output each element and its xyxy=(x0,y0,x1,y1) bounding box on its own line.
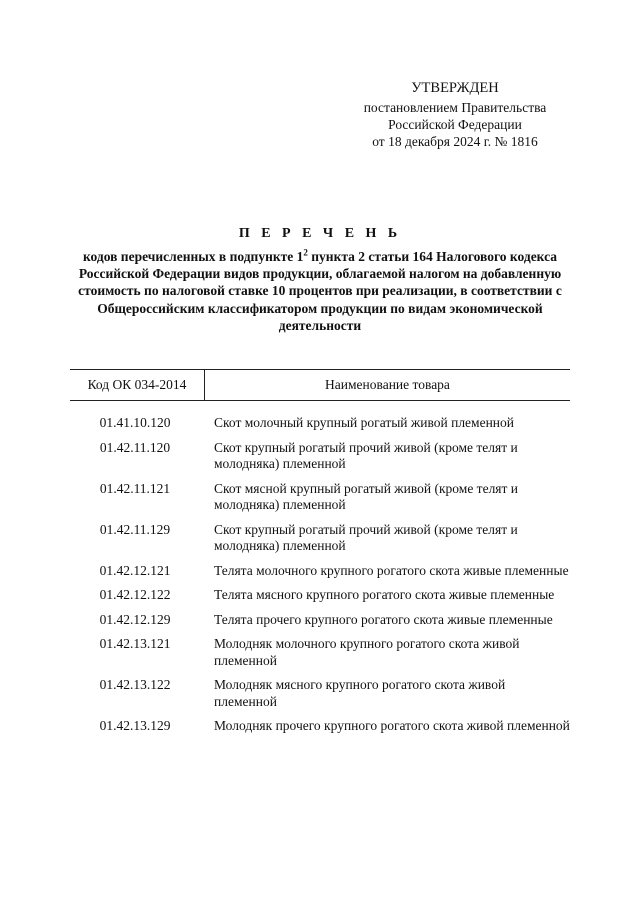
subtitle-part-2: пункта 2 статьи 164 Налогового кодекса Российской Федерации видов продукции, облагаемой налогом на добавленную стоимость по налоговой ставке 10 процентов при реализации, в соответствии с Общероссийским классификатором продукции по видам экономической деятельности xyxy=(78,249,562,333)
approval-line-2: Российской Федерации xyxy=(388,117,522,132)
table-row xyxy=(70,481,570,514)
approval-line-3: от 18 декабря 2024 г. № 1816 xyxy=(372,134,538,149)
row-name: Скот крупный рогатый прочий живой (кроме телят и молодняка) племенной xyxy=(214,521,518,553)
table-row xyxy=(70,718,570,735)
row-code: 01.42.12.129 xyxy=(99,611,171,627)
row-code: 01.42.11.121 xyxy=(99,480,171,496)
header-code: Код ОК 034-2014 xyxy=(70,370,205,400)
table-row xyxy=(70,587,570,604)
header-name: Наименование товара xyxy=(325,377,450,392)
subtitle-superscript: 2 xyxy=(303,247,308,258)
subtitle-part-1: кодов перечисленных в подпункте 1 xyxy=(82,249,304,264)
table-row xyxy=(70,612,570,629)
row-code: 01.42.12.122 xyxy=(99,587,171,602)
approval-block xyxy=(340,80,570,150)
row-code: 01.42.13.129 xyxy=(99,718,171,733)
row-name: Скот крупный рогатый прочий живой (кроме телят и молодняка) племенной xyxy=(214,439,518,471)
document-title: П Е Р Е Ч Е Н Ь xyxy=(238,226,402,241)
approval-stamp: УТВЕРЖДЕН xyxy=(411,80,499,96)
table-header xyxy=(70,369,570,401)
row-code: 01.42.12.121 xyxy=(99,562,171,578)
row-name: Молодняк мясного крупного рогатого скота живой племенной xyxy=(214,677,506,709)
table-row xyxy=(70,440,570,473)
approval-line-1: постановлением Правительства xyxy=(363,100,547,115)
table-row xyxy=(70,415,570,432)
row-code: 01.42.11.120 xyxy=(99,439,171,455)
document-subtitle xyxy=(60,248,580,334)
row-name: Молодняк прочего крупного рогатого скота живой племенной xyxy=(214,718,570,733)
row-name: Скот молочный крупный рогатый живой племенной xyxy=(214,415,515,430)
row-code: 01.42.11.129 xyxy=(99,521,171,537)
table-row xyxy=(70,522,570,555)
row-name: Молодняк молочного крупного рогатого скота живой племенной xyxy=(214,636,520,668)
row-name: Телята молочного крупного рогатого скота живые племенные xyxy=(214,562,569,578)
table-body xyxy=(70,401,570,735)
table-row xyxy=(70,636,570,669)
row-name: Телята мясного крупного рогатого скота живые племенные xyxy=(214,587,555,602)
product-codes-table xyxy=(70,369,570,743)
row-name: Телята прочего крупного рогатого скота живые племенные xyxy=(214,611,553,627)
table-row xyxy=(70,563,570,580)
table-row xyxy=(70,677,570,710)
row-code: 01.41.10.120 xyxy=(99,415,171,430)
row-code: 01.42.13.121 xyxy=(99,636,171,651)
row-code: 01.42.13.122 xyxy=(99,677,171,692)
document-heading xyxy=(60,226,580,334)
row-name: Скот мясной крупный рогатый живой (кроме телят и молодняка) племенной xyxy=(214,480,519,512)
